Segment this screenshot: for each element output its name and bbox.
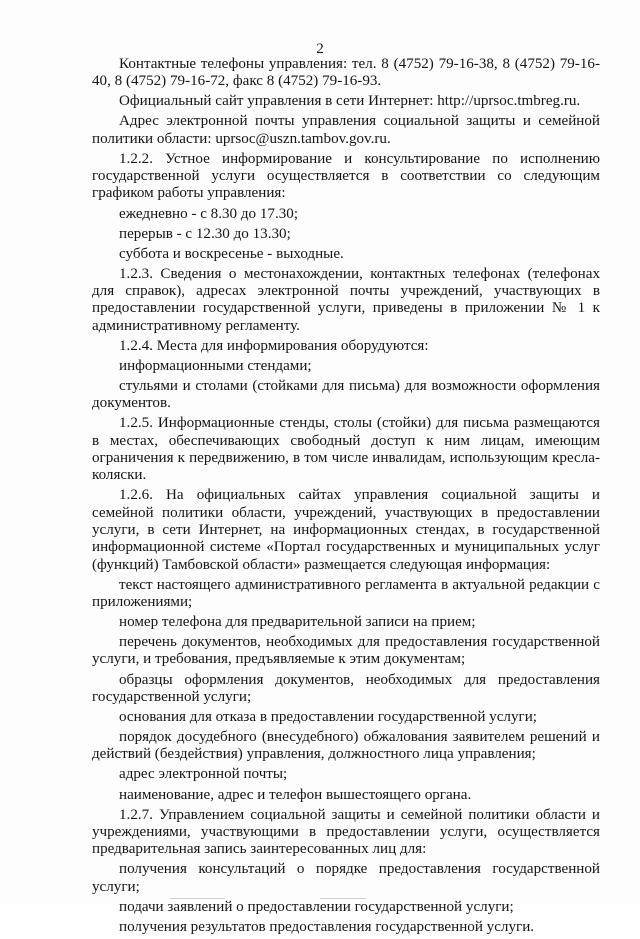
paragraph-1-2-6: 1.2.6. На официальных сайтах управления социальной защиты и семейной политики области, учреждений, участвующих в предоставлении услуги, в сети Интернет, на информационных стендах, в государственной информационной системе «Портал государственных и муниципальных услуг (функций) Тамбовской области» размещается следующая информация: xyxy=(92,487,600,573)
paragraph-email: Адрес электронной почты управления социальной защиты и семейной политики области: uprsoc@uszn.tambov.gov.ru. xyxy=(92,113,600,147)
paragraph-documents-list: перечень документов, необходимых для предоставления государственной услуги, и требования, предъявляемые к этим документам; xyxy=(92,634,600,668)
paragraph-appointment-phone: номер телефона для предварительной записи на прием; xyxy=(119,614,476,631)
paragraph-refusal-grounds: основания для отказа в предоставлении государственной услуги; xyxy=(119,708,537,725)
document-body xyxy=(92,56,600,939)
paragraph-website: Официальный сайт управления в сети Интернет: http://uprsoc.tmbreg.ru. xyxy=(119,93,581,110)
paragraph-daily-hours: ежедневно - с 8.30 до 17.30; xyxy=(119,205,299,222)
paragraph-contact-phones: Контактные телефоны управления: тел. 8 (4752) 79-16-38, 8 (4752) 79-16-40, 8 (4752) 79-16-72, факс 8 (4752) 79-16-93. xyxy=(92,56,600,90)
paragraph-higher-authority: наименование, адрес и телефон вышестоящего органа. xyxy=(119,786,472,803)
paragraph-email-address: адрес электронной почты; xyxy=(119,766,288,783)
paragraph-1-2-2: 1.2.2. Устное информирование и консультирование по исполнению государственной услуги осуществляется в соответствии со следующим графиком работы управления: xyxy=(92,150,600,202)
paragraph-applications: подачи заявлений о предоставлении государственной услуги; xyxy=(119,898,514,915)
paragraph-regulation-text: текст настоящего административного регламента в актуальной редакции с приложениями; xyxy=(92,576,600,610)
paragraph-break-hours: перерыв - с 12.30 до 13.30; xyxy=(119,225,291,242)
paragraph-1-2-7: 1.2.7. Управлением социальной защиты и семейной политики области и учреждениями, участвующими в предоставлении услуги, осуществляется предварительная запись заинтересованных лиц для: xyxy=(92,806,600,858)
paragraph-1-2-5: 1.2.5. Информационные стенды, столы (стойки) для письма размещаются в местах, обеспечивающих свободный доступ к ним лицам, имеющим ограничения к передвижению, в том числе инвалидам, использующим кресла-коляски. xyxy=(92,415,600,484)
paragraph-document-samples: образцы оформления документов, необходимых для предоставления государственной услуги; xyxy=(92,671,600,705)
paragraph-1-2-4: 1.2.4. Места для информирования оборудуются: xyxy=(119,337,429,354)
paragraph-info-stands: информационными стендами; xyxy=(119,357,312,374)
page-number: 2 xyxy=(316,41,324,57)
paragraph-results: получения результатов предоставления государственной услуги. xyxy=(119,918,535,935)
paragraph-chairs-tables: стульями и столами (стойками для письма) для возможности оформления документов. xyxy=(92,378,600,412)
paragraph-weekend: суббота и воскресенье - выходные. xyxy=(119,245,344,262)
paragraph-appeal-procedure: порядок досудебного (внесудебного) обжалования заявителем решений и действий (бездействия) управления, должностного лица управления; xyxy=(92,729,600,763)
paragraph-consultations: получения консультаций о порядке предоставления государственной услуги; xyxy=(92,861,600,895)
paragraph-1-2-3: 1.2.3. Сведения о местонахождении, контактных телефонах (телефонах для справок), адресах электронной почты учреждений, участвующих в предоставлении государственной услуги, приведены в приложении № 1 к административному регламенту. xyxy=(92,265,600,334)
scan-artifact-left xyxy=(170,898,225,899)
scan-artifact-right xyxy=(320,898,366,899)
